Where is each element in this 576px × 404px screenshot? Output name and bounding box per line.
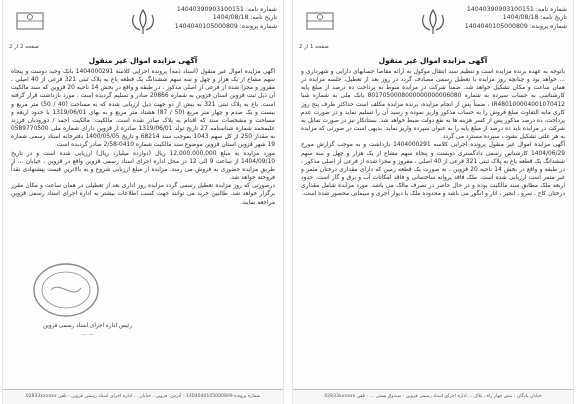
logo-icon (303, 7, 337, 35)
page-number: صفحه 1 از 2 (299, 44, 329, 50)
letter-date-label: تاریخ نامه: (540, 14, 567, 22)
paragraph: باتوجه به عهده برنده مزایده است و تنظیم سند انتقال موکول به ارائه مفاصا حسابهای دارایی و شهرداری و ... خواهد بود و چنانچه روز مزایده با تعطیل رسمی مصادف گردد در روز بعد از تعطیل، جلسه مزایده در همان ساعت و مکان تشکیل خواهد شد. ضمناً شرکت در مزایده منوط به پرداخت ده درصد از مبلغ پایه کارشناسی به حساب سپرده به شماره 8017050008000000000006080 بانک ملی به شماره شبا IR480100004001070412 ، ضمناً پس از انجام مزایده، برنده مزایده مکلف است حداکثر ظرف پنج روز کاری مابه التفاوت مبلغ فروش را به حساب مذکور واریز نموده و رسید آن را تسلیم نماید و در صورت عدم پرداخت، ده درصد مذکور پس از کسر هزینه ها به نفع دولت ضبط خواهد شد. بستانکار نیز در صورت تمایل به شرکت در مزایده باید ده درصد از مبلغ پایه را به عنوان سپرده واریز نماید. بدیهی است در صورتی که مزایده به هر علتی تشکیل نشود ، سپرده مسترد می گردد. (301, 69, 565, 141)
signatory-name: ... ... (81, 331, 94, 337)
letter-date-label: تاریخ نامه: (250, 14, 277, 22)
letter-number-line (465, 6, 567, 14)
letter-date: 1404/08/18 (212, 14, 249, 22)
page-footer: خیابان پادگان ، نبش جهار راه ، پلاک ... اداره اجرای اسناد رسمی قزوین - صندوق پستی ... - تلفن 02833xxxxxx (293, 389, 573, 404)
logo-icon (13, 7, 47, 35)
page-header (293, 0, 573, 56)
page-title: آگهی مزایده اموال غیر منقول (378, 56, 488, 65)
paragraph: مورد مزایده به مبلغ 12,000,000,000 ریال (دوازده میلیارد ریال) ارزیابی شده است و در تاریخ 1404/09/10 از ساعت 9 الی 12 در محل اداره اجرای اسناد رسمی قزوین واقع در قزوین ، خیابان ... از طریق مزایده حضوری به فروش می رسد. مزایده از مبلغ ارزیابی شروع و به بالاترین قیمت پیشنهادی نقداً فروخته خواهد شد. (11, 150, 275, 182)
letter-date-line (465, 14, 567, 22)
page-header (3, 0, 283, 56)
letter-date: 1404/08/18 (502, 14, 539, 22)
paragraph: آگهی مزایده اموال غیر منقول (اسناد ذمه) پرونده اجرایی کلاسه 1404000291 بانک وحید دوست و پنجاه سهم مشاع از یک هزار و چهل و سه سهم ششدانگ یک قطعه باغ به پلاک ثبتی 321 فرعی از 40 اصلی ، مفروز و مجزا شده از فرعی از اصلی مذکور ، در طبقه و واقع در بخش 14 ناحیه 20 قزوین که سند مالکیت آن ذیل ثبت قزوین استان قزوین به شماره 20866 صادر و تسلیم گردیده است ، مورد بازداشت قرار گرفته است. باغ به پلاک ثبتی 321 به بیش از دو جهت ذیل ارزیابی شده که به مساحت (40 / 50) متر مربع و بیست و یک صدم و چهار متر مربع (50 / 87) هشتاد متر مربع و به بهای 1319/06/01 با حدود اربعه و مساحت و مشخصات سند که اقدام به پلاک صادر شده است. مالکیت: مالکیت احمد / دورودیان فرزند علیمحمد شماره شناسنامه 27 تاریخ تولد 1319/06/01 صادره از قزوین دارای شماره ملی 0589770500 به مقدار 250 از کل سهم 1043 بموجب سند 68214 و تاریخ 1400/05/05 دفترخانه اسناد رسمی شماره 19 شهر قزوین استان قزوین موضوع سند مالکیت شماره 0410-2/58 صادر گردیده است. (11, 69, 275, 149)
page-right (292, 0, 574, 404)
letter-number-line (175, 6, 277, 14)
file-number-line (465, 23, 567, 31)
emblem-icon (123, 7, 163, 37)
letter-meta (175, 6, 277, 31)
page-number: صفحه 2 از 2 (9, 44, 39, 50)
paragraph: آگهی مزایده اموال غیر منقول پرونده اجرایی کلاسه 1404000291 بازداشت و به موجب گزارش مورخ 1404/06/29 کارشناس رسمی دادگستری دویست و پنجاه سهم مشاع از یک هزار و چهل و سه سهم ششدانگ یک قطعه باغ به پلاک ثبتی 321 فرعی از 40 اصلی ، مفروز و مجزا شده از فرعی از اصلی مذکور ، در طبقه و واقع در بخش 14 ناحیه 20 قزوین ، به صورت یک قطعه زمین که دارای مقداری درختان مثمر و غیر مثمر است ارزیابی شده است. ملک فاقد پروانه ساختمانی و فاقد امکانات آب و برق و گاز است. حدود اربعه ملک مطابق سند مالکیت بوده و در حال حاضر در تصرف مالک می باشد. مورد مزایده شامل مقداری درختان کاج ، سرو ، انجیر ، انار و انگور می باشد و محدوده ملک با دیوار آجری و سیمانی محصور شده است. (301, 142, 565, 198)
page-left (2, 0, 284, 404)
letter-number-label: شماره نامه: (245, 6, 277, 13)
file-number-label: شماره پرونده: (239, 22, 277, 30)
announcement-body (11, 68, 275, 394)
file-number-line (175, 23, 277, 31)
page-footer: شماره پرونده 1404040105000809 - آدرس: قزوین ، خیابان ... اداره اجرای اسناد رسمی قزوین - تلفن 02833xxxxxx (3, 389, 283, 404)
emblem-icon (413, 7, 453, 37)
letter-number: 14040390903100151 (466, 6, 534, 13)
file-number: 1404040105000809 (464, 22, 528, 30)
letter-date-line (175, 14, 277, 22)
page-title: آگهی مزایده اموال غیر منقول (88, 56, 198, 65)
signatory-title: رئیس اداره اجرای اسناد رسمی قزوین (43, 323, 132, 329)
paragraph: درصورتی که روز مزایده تعطیل رسمی گردد مزایده روز اداری بعد از تعطیلی در همان ساعت و مکان مقرر برگزار خواهد شد. طالبین خرید می توانند جهت کسب اطلاعات بیشتر به اداره اجرای اسناد رسمی قزوین مراجعه نمایند. (11, 183, 275, 206)
letter-meta (465, 6, 567, 31)
letter-number: 14040390903100151 (176, 6, 244, 13)
announcement-body (301, 68, 565, 394)
official-stamp-icon (31, 260, 101, 320)
file-number: 1404040105000809 (174, 22, 238, 30)
file-number-label: شماره پرونده: (529, 22, 567, 30)
letter-number-label: شماره نامه: (535, 6, 567, 13)
signature-block (43, 322, 132, 338)
